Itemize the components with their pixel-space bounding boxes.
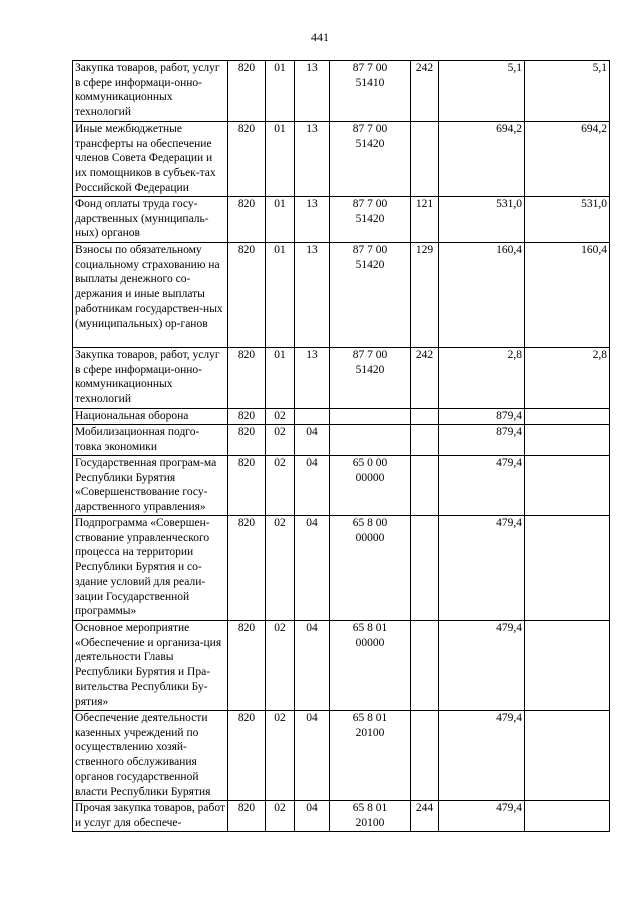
section-code: 01: [266, 243, 295, 348]
amount-2: 160,4: [525, 243, 610, 348]
ministry-code: 820: [228, 348, 266, 409]
table-row: [73, 711, 610, 801]
amount-1: 531,0: [439, 197, 525, 243]
amount-2: [525, 621, 610, 711]
row-name: Иные межбюджетные трансферты на обеспечение членов Совета Федерации и их помощников в субъек-тах Российской Федерации: [73, 122, 228, 197]
target-article-code-line2: 20100: [355, 726, 385, 739]
amount-1: 479,4: [439, 516, 525, 621]
amount-2: [525, 711, 610, 801]
table-row: [73, 122, 610, 197]
amount-1: 160,4: [439, 243, 525, 348]
table-row: [73, 409, 610, 425]
amount-2: 2,8: [525, 348, 610, 409]
expense-type-code: [411, 425, 439, 456]
amount-2: 694,2: [525, 122, 610, 197]
subsection-code: 04: [295, 456, 330, 516]
ministry-code: 820: [228, 801, 266, 832]
amount-2: [525, 516, 610, 621]
row-name: Государственная програм-ма Республики Бурятия «Совершенствование госу-дарственного управления»: [73, 456, 228, 516]
target-article-code: [330, 425, 411, 456]
amount-1: 879,4: [439, 425, 525, 456]
row-name: Фонд оплаты труда госу-дарственных (муниципаль-ных) органов: [73, 197, 228, 243]
target-article-code: [330, 711, 411, 801]
section-code: 01: [266, 122, 295, 197]
target-article-code-line1: 87 7 00: [352, 198, 388, 210]
amount-1: 479,4: [439, 801, 525, 832]
amount-2: 531,0: [525, 197, 610, 243]
expense-type-code: 121: [411, 197, 439, 243]
target-article-code-line1: 65 8 01: [352, 712, 388, 724]
section-code: 01: [266, 197, 295, 243]
table-row: [73, 425, 610, 456]
ministry-code: 820: [228, 711, 266, 801]
amount-2: [525, 801, 610, 832]
subsection-code: [295, 409, 330, 425]
target-article-code: [330, 243, 411, 348]
expense-type-code: [411, 122, 439, 197]
subsection-code: 13: [295, 61, 330, 122]
row-name: Взносы по обязательному социальному страхованию на выплаты денежного со-держания и иные выплаты работникам государствен-ных (муниципальных) ор-ганов: [73, 243, 228, 348]
target-article-code: [330, 122, 411, 197]
target-article-code: [330, 621, 411, 711]
subsection-code: 04: [295, 516, 330, 621]
target-article-code-line2: 51420: [355, 137, 385, 150]
table-row: [73, 243, 610, 348]
table-row: [73, 516, 610, 621]
target-article-code-line1: 87 7 00: [352, 123, 388, 135]
target-article-code-line2: 51410: [355, 76, 385, 89]
expense-type-code: 242: [411, 61, 439, 122]
expense-type-code: [411, 409, 439, 425]
table-row: [73, 348, 610, 409]
ministry-code: 820: [228, 197, 266, 243]
target-article-code: [330, 516, 411, 621]
expense-type-code: 129: [411, 243, 439, 348]
target-article-code-line1: 87 7 00: [352, 349, 388, 361]
section-code: 02: [266, 409, 295, 425]
section-code: 02: [266, 711, 295, 801]
row-name: Подпрограмма «Совершен-ствование управленческого процесса на территории Республики Бурятия и со-здание условий для реали-зации Государственной программы»: [73, 516, 228, 621]
target-article-code-line1: 65 8 01: [352, 802, 388, 814]
target-article-code-line2: 00000: [355, 471, 385, 484]
target-article-code: [330, 456, 411, 516]
section-code: 02: [266, 621, 295, 711]
amount-1: 2,8: [439, 348, 525, 409]
ministry-code: 820: [228, 243, 266, 348]
ministry-code: 820: [228, 516, 266, 621]
amount-1: 5,1: [439, 61, 525, 122]
expense-type-code: [411, 456, 439, 516]
row-name: Закупка товаров, работ, услуг в сфере информаци-онно-коммуникационных технологий: [73, 348, 228, 409]
expense-type-code: [411, 621, 439, 711]
target-article-code-line1: 65 0 00: [352, 457, 388, 469]
target-article-code-line1: 87 7 00: [352, 62, 388, 74]
amount-2: [525, 425, 610, 456]
target-article-code: [330, 197, 411, 243]
target-article-code-line2: 51420: [355, 258, 385, 271]
expense-type-code: 244: [411, 801, 439, 832]
ministry-code: 820: [228, 122, 266, 197]
subsection-code: 04: [295, 621, 330, 711]
ministry-code: 820: [228, 425, 266, 456]
row-name: Основное мероприятие «Обеспечение и организа-ция деятельности Главы Республики Бурятия и Пра-вительства Республики Бу-рятия»: [73, 621, 228, 711]
section-code: 02: [266, 456, 295, 516]
table-row: [73, 61, 610, 122]
section-code: 01: [266, 61, 295, 122]
subsection-code: 04: [295, 801, 330, 832]
budget-table: [72, 60, 610, 832]
ministry-code: 820: [228, 621, 266, 711]
amount-1: 479,4: [439, 621, 525, 711]
amount-1: 879,4: [439, 409, 525, 425]
ministry-code: 820: [228, 456, 266, 516]
row-name: Обеспечение деятельности казенных учреждений по осуществлению хозяй-ственного обслуживания органов государственной власти Республики Бурятия: [73, 711, 228, 801]
amount-1: 694,2: [439, 122, 525, 197]
page-number: 441: [311, 30, 329, 44]
amount-2: 5,1: [525, 61, 610, 122]
target-article-code-line1: 87 7 00: [352, 244, 388, 256]
subsection-code: 13: [295, 348, 330, 409]
subsection-code: 13: [295, 197, 330, 243]
target-article-code-line2: 51420: [355, 363, 385, 376]
target-article-code: [330, 409, 411, 425]
row-name: Прочая закупка товаров, работ и услуг для обеспече-: [73, 801, 228, 832]
table-row: [73, 456, 610, 516]
target-article-code: [330, 61, 411, 122]
amount-1: 479,4: [439, 456, 525, 516]
amount-2: [525, 456, 610, 516]
target-article-code-line2: 00000: [355, 531, 385, 544]
table-row: [73, 621, 610, 711]
target-article-code-line2: 20100: [355, 816, 385, 829]
section-code: 02: [266, 801, 295, 832]
expense-type-code: 242: [411, 348, 439, 409]
section-code: 01: [266, 348, 295, 409]
amount-1: 479,4: [439, 711, 525, 801]
section-code: 02: [266, 516, 295, 621]
row-name: Мобилизационная подго-товка экономики: [73, 425, 228, 456]
subsection-code: 04: [295, 711, 330, 801]
section-code: 02: [266, 425, 295, 456]
target-article-code: [330, 801, 411, 832]
expense-type-code: [411, 711, 439, 801]
subsection-code: 04: [295, 425, 330, 456]
target-article-code-line1: 65 8 00: [352, 517, 388, 529]
ministry-code: 820: [228, 61, 266, 122]
target-article-code-line1: 65 8 01: [352, 622, 388, 634]
table-row: [73, 801, 610, 832]
subsection-code: 13: [295, 122, 330, 197]
row-name: Закупка товаров, работ, услуг в сфере информаци-онно-коммуникационных технологий: [73, 61, 228, 122]
amount-2: [525, 409, 610, 425]
table-row: [73, 197, 610, 243]
ministry-code: 820: [228, 409, 266, 425]
target-article-code-line2: 00000: [355, 636, 385, 649]
subsection-code: 13: [295, 243, 330, 348]
target-article-code: [330, 348, 411, 409]
expense-type-code: [411, 516, 439, 621]
target-article-code-line2: 51420: [355, 212, 385, 225]
row-name: Национальная оборона: [73, 409, 228, 425]
